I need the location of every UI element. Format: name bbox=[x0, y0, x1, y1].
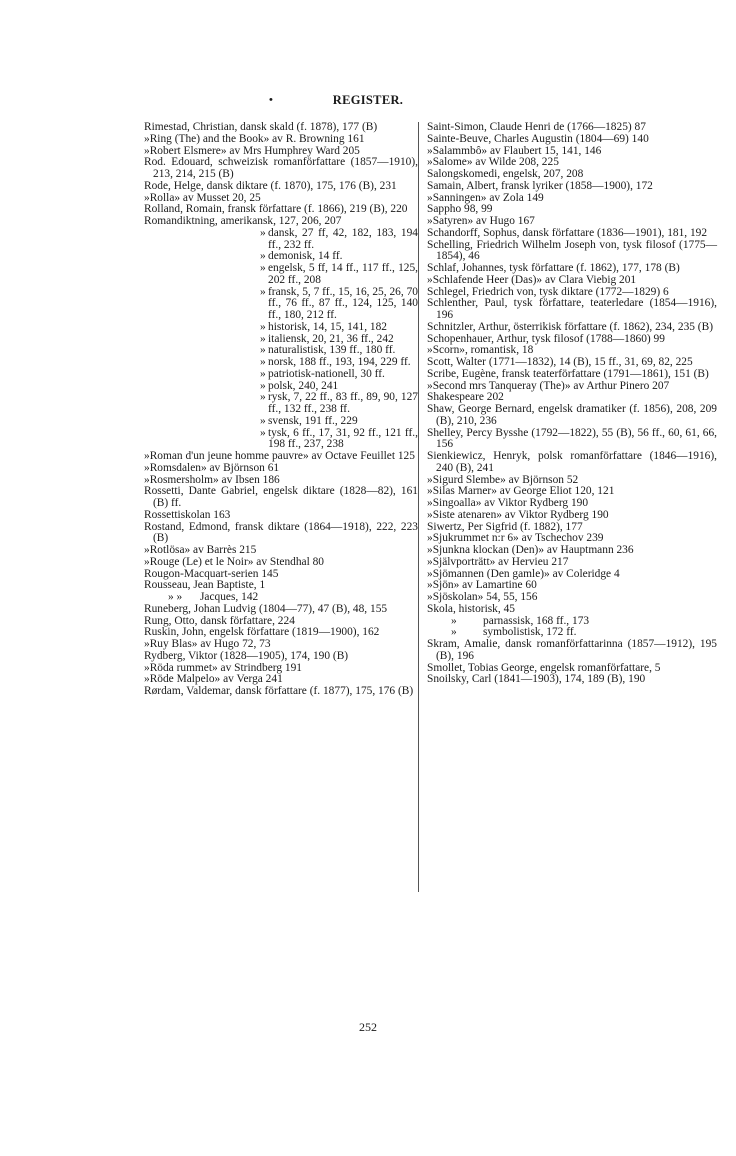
index-entry: »Ruy Blas» av Hugo 72, 73 bbox=[144, 638, 271, 650]
index-subentry bbox=[144, 592, 418, 604]
page-number: 252 bbox=[359, 1020, 377, 1034]
index-entry: Schlenther, Paul, tysk författare, teaterledare (1854—1916), 196 bbox=[427, 297, 717, 321]
ditto-mark: » bbox=[260, 426, 266, 439]
index-entry: »Rouge (Le) et le Noir» av Stendhal 80 bbox=[144, 555, 324, 568]
index-subentry bbox=[144, 228, 418, 252]
ditto-mark: » » bbox=[168, 591, 183, 603]
index-entry: Schandorff, Sophus, dansk författare (1836—1901), 181, 192 bbox=[427, 226, 708, 239]
index-entry: »Roman d'un jeune homme pauvre» av Octave Feuillet 125 bbox=[144, 450, 415, 462]
index-entry: »Sjukrummet n:r 6» av Tschechov 239 bbox=[427, 532, 604, 545]
index-entry: »Schlafende Heer (Das)» av Clara Viebig 201 bbox=[427, 273, 637, 286]
index-entry: »Siste atenaren» av Viktor Rydberg 190 bbox=[427, 508, 609, 521]
index-entry: »Singoalla» av Viktor Rydberg 190 bbox=[427, 497, 589, 509]
page-header bbox=[0, 93, 736, 108]
index-entry: Rode, Helge, dansk diktare (f. 1870), 175, 176 (B), 231 bbox=[144, 179, 397, 192]
index-entry: Runeberg, Johan Ludvig (1804—77), 47 (B), 48, 155 bbox=[144, 602, 388, 615]
index-subentry bbox=[144, 392, 418, 416]
index-entry: »Rotlösa» av Barrès 215 bbox=[144, 544, 257, 556]
ditto-mark: » bbox=[260, 226, 266, 239]
ditto-mark: » bbox=[260, 379, 266, 392]
subentry-text: Jacques, 142 bbox=[200, 591, 259, 603]
index-entry: »Silas Marner» av George Eliot 120, 121 bbox=[427, 485, 615, 498]
index-entry: Samain, Albert, fransk lyriker (1858—1900), 172 bbox=[427, 179, 653, 192]
ditto-mark: » bbox=[260, 344, 266, 357]
index-entry: Rousseau, Jean Baptiste, 1 bbox=[144, 579, 266, 592]
index-entry: Sienkiewicz, Henryk, polsk romanförfattare (1846—1916), 240 (B), 241 bbox=[427, 450, 717, 474]
index-entry: Shakespeare 202 bbox=[427, 391, 504, 404]
index-entry: »Second mrs Tanqueray (The)» av Arthur Pinero 207 bbox=[427, 379, 670, 392]
index-entry: Siwertz, Per Sigfrid (f. 1882), 177 bbox=[427, 520, 583, 533]
index-entry: »Satyren» av Hugo 167 bbox=[427, 215, 535, 227]
index-entry: Sainte-Beuve, Charles Augustin (1804—69) 140 bbox=[427, 132, 649, 145]
subentry-text: norsk, 188 ff., 193, 194, 229 ff. bbox=[268, 356, 411, 368]
index-entry: »Sjunkna klockan (Den)» av Hauptmann 236 bbox=[427, 544, 634, 556]
index-entry: Rung, Otto, dansk författare, 224 bbox=[144, 614, 295, 627]
index-entry: Schelling, Friedrich Wilhelm Joseph von, tysk filosof (1775—1854), 46 bbox=[427, 238, 717, 263]
header-dot: • bbox=[269, 94, 274, 106]
subentry-text: italiensk, 20, 21, 36 ff., 242 bbox=[268, 332, 394, 345]
index-entry: Saint-Simon, Claude Henri de (1766—1825) 87 bbox=[427, 121, 646, 133]
subentry-text: rysk, 7, 22 ff., 83 ff., 89, 90, 127 ff., 132 ff., 238 ff. bbox=[268, 391, 418, 415]
index-entry: Rostand, Edmond, fransk diktare (1864—1918), 222, 223 (B) bbox=[144, 520, 418, 545]
index-entry: Schlegel, Friedrich von, tysk diktare (1772—1829) 6 bbox=[427, 285, 669, 298]
ditto-mark: » bbox=[260, 250, 266, 263]
index-entry: Snoilsky, Carl (1841—1903), 174, 189 (B), 190 bbox=[427, 673, 646, 686]
index-entry: »Röda rummet» av Strindberg 191 bbox=[144, 661, 302, 674]
index-entry: Rod. Edouard, schweizisk romanförfattare (1857—1910), 213, 214, 215 (B) bbox=[144, 156, 418, 180]
index-entry: Skola, historisk, 45 bbox=[427, 602, 515, 615]
index-entry: Scribe, Eugène, fransk teaterförfattare (1791—1861), 151 (B) bbox=[427, 367, 709, 380]
index-entry: »Självporträtt» av Hervieu 217 bbox=[427, 555, 569, 568]
subentry-text: parnassisk, 168 ff., 173 bbox=[483, 614, 590, 627]
index-entry: »Sigurd Slembe» av Björnson 52 bbox=[427, 473, 579, 486]
index-entry: Smollet, Tobias George, engelsk romanförfattare, 5 bbox=[427, 661, 661, 674]
index-entry: »Sjön» av Lamartine 60 bbox=[427, 579, 537, 592]
subentry-text: dansk, 27 ff, 42, 182, 183, 194 ff., 232 ff. bbox=[268, 226, 418, 251]
subentry-text: tysk, 6 ff., 17, 31, 92 ff., 121 ff., 198 ff., 237, 238 bbox=[268, 426, 418, 451]
index-entry: »Robert Elsmere» av Mrs Humphrey Ward 205 bbox=[144, 144, 360, 157]
ditto-mark: » bbox=[260, 332, 266, 345]
subentry-text: symbolistisk, 172 ff. bbox=[483, 626, 577, 639]
index-entry: Rossettiskolan 163 bbox=[144, 508, 231, 521]
subentry-text: engelsk, 5 ff, 14 ff., 117 ff., 125, 202 ff., 208 bbox=[268, 262, 418, 286]
ditto-mark: » bbox=[260, 356, 266, 368]
index-column-left bbox=[144, 122, 418, 698]
ditto-mark: » bbox=[260, 285, 266, 298]
index-entry: Rimestad, Christian, dansk skald (f. 1878), 177 (B) bbox=[144, 121, 378, 133]
index-entry: Romandiktning, amerikansk, 127, 206, 207 bbox=[144, 215, 342, 227]
subentry-text: fransk, 5, 7 ff., 15, 16, 25, 26, 70 ff., 76 ff., 87 ff., 124, 125, 140 ff., 180, 212 ff. bbox=[268, 285, 418, 321]
ditto-mark: » bbox=[451, 614, 457, 627]
index-entry: »Rolla» av Musset 20, 25 bbox=[144, 191, 261, 204]
index-entry: »Ring (The) and the Book» av R. Browning 161 bbox=[144, 132, 365, 145]
index-entry: »Salammbô» av Flaubert 15, 141, 146 bbox=[427, 144, 602, 157]
index-entry: »Röde Malpelo» av Verga 241 bbox=[144, 673, 283, 686]
index-entry: Shaw, George Bernard, engelsk dramatiker (f. 1856), 208, 209 (B), 210, 236 bbox=[427, 403, 717, 427]
index-entry: Schopenhauer, Arthur, tysk filosof (1788—1860) 99 bbox=[427, 332, 665, 345]
subentry-text: demonisk, 14 ff. bbox=[268, 250, 343, 263]
ditto-mark: » bbox=[451, 626, 457, 639]
ditto-mark: » bbox=[260, 262, 266, 274]
index-entry: Salongskomedi, engelsk, 207, 208 bbox=[427, 168, 584, 180]
subentry-text: naturalistisk, 139 ff., 180 ff. bbox=[268, 344, 396, 357]
index-entry: »Sanningen» av Zola 149 bbox=[427, 191, 544, 204]
index-column-right bbox=[427, 122, 717, 686]
index-entry: Rydberg, Viktor (1828—1905), 174, 190 (B) bbox=[144, 649, 349, 662]
index-entry: Ruskin, John, engelsk författare (1819—1900), 162 bbox=[144, 626, 380, 639]
index-entry: Rolland, Romain, fransk författare (f. 1866), 219 (B), 220 bbox=[144, 203, 408, 216]
index-subentry bbox=[144, 287, 418, 322]
ditto-mark: » bbox=[260, 320, 266, 333]
index-entry: Rossetti, Dante Gabriel, engelsk diktare (1828—82), 161 (B) ff. bbox=[144, 485, 418, 509]
index-entry: »Sjömannen (Den gamle)» av Coleridge 4 bbox=[427, 567, 620, 580]
index-entry: Rougon-Macquart-serien 145 bbox=[144, 567, 279, 580]
index-entry: »Romsdalen» av Björnson 61 bbox=[144, 461, 280, 474]
ditto-mark: » bbox=[260, 367, 266, 380]
index-entry: »Salome» av Wilde 208, 225 bbox=[427, 156, 559, 169]
index-entry: Scott, Walter (1771—1832), 14 (B), 15 ff., 31, 69, 82, 225 bbox=[427, 356, 693, 368]
index-entry: »Rosmersholm» av Ibsen 186 bbox=[144, 473, 280, 486]
index-entry: Rørdam, Valdemar, dansk författare (f. 1877), 175, 176 (B) bbox=[144, 685, 414, 697]
ditto-mark: » bbox=[260, 414, 266, 427]
page-title: REGISTER. bbox=[332, 93, 404, 107]
index-entry: »Scorn», romantisk, 18 bbox=[427, 344, 534, 357]
index-entry: Shelley, Percy Bysshe (1792—1822), 55 (B), 56 ff., 60, 61, 66, 156 bbox=[427, 426, 717, 451]
column-divider bbox=[418, 122, 419, 892]
ditto-mark: » bbox=[260, 391, 266, 404]
subentry-text: svensk, 191 ff., 229 bbox=[268, 414, 358, 427]
index-entry: Skram, Amalie, dansk romanförfattarinna (1857—1912), 195 (B), 196 bbox=[427, 638, 717, 662]
subentry-text: polsk, 240, 241 bbox=[268, 379, 339, 392]
subentry-text: historisk, 14, 15, 141, 182 bbox=[268, 320, 387, 333]
index-entry: Sappho 98, 99 bbox=[427, 203, 493, 216]
index-entry: »Sjöskolan» 54, 55, 156 bbox=[427, 591, 538, 603]
index-subentry bbox=[144, 263, 418, 287]
index-entry: Schlaf, Johannes, tysk författare (f. 1862), 177, 178 (B) bbox=[427, 262, 680, 274]
subentry-text: patriotisk-nationell, 30 ff. bbox=[268, 367, 385, 380]
index-subentry bbox=[144, 428, 418, 452]
index-entry: Schnitzler, Arthur, österrikisk författare (f. 1862), 234, 235 (B) bbox=[427, 320, 713, 333]
